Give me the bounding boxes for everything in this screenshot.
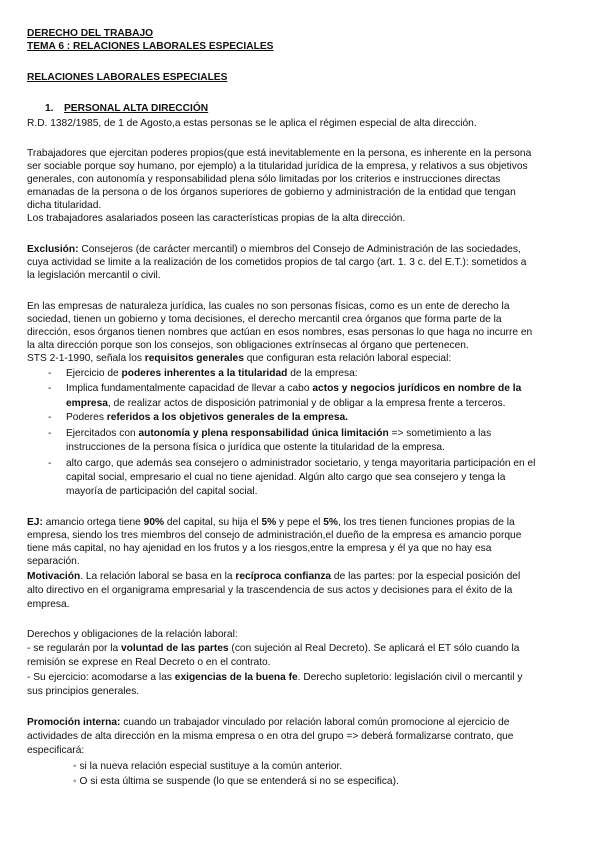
list-item: alto cargo, que además sea consejero o administrador societario, y tenga mayoritaria participación en el	[66, 458, 536, 469]
subsection-title: PERSONAL ALTA DIRECCIÓN	[64, 103, 209, 114]
exclusion-label: Exclusión:	[27, 244, 79, 255]
sts-line: STS 2-1-1990, señala los requisitos generales que configuran esta relación laboral especial:	[27, 353, 452, 364]
list-dash: -	[48, 428, 52, 439]
paragraph-line: Trabajadores que ejercitan poderes propios(que está inevitablemente en la persona, es inherente en la persona	[27, 148, 532, 159]
paragraph-line: Los trabajadores asalariados poseen las características propias de la alta dirección.	[27, 213, 406, 224]
paragraph-line: separación.	[27, 556, 80, 567]
list-item-continuation: mayoría de participación del capital social.	[66, 486, 258, 497]
derechos-title: Derechos y obligaciones de la relación laboral:	[27, 629, 238, 640]
requisitos-generales: requisitos generales	[144, 353, 244, 364]
promocion-option: ◦ O si esta última se suspende (lo que se entenderá si no se especifica).	[73, 776, 399, 787]
motivacion-label: Motivación	[27, 571, 81, 582]
paragraph-line: actividades de alta dirección en la misma empresa o en otra del grupo => deberá formalizarse contrato, que	[27, 731, 514, 742]
section-title: RELACIONES LABORALES ESPECIALES	[27, 72, 228, 83]
course-title: DERECHO DEL TRABAJO	[27, 28, 154, 39]
paragraph-line: empresa.	[27, 599, 70, 610]
list-item: Poderes referidos a los objetivos generales de la empresa.	[66, 412, 348, 423]
paragraph-line: cuya actividad se limite a la realización de los cometidos propios de tal cargo (art. 1. 3 c. del E.T.): sometidos a	[27, 257, 527, 268]
paragraph-line: generales, con autonomía y responsabilidad plena sólo limitadas por los criterios e instrucciones directas	[27, 174, 501, 185]
paragraph-line: remisión se exprese en Real Decreto o en el contrato.	[27, 657, 271, 668]
example-label: EJ:	[27, 517, 43, 528]
promocion-option: ◦ si la nueva relación especial sustituye a la común anterior.	[73, 761, 343, 772]
paragraph-line: emanadas de la persona o de los órganos superiores de gobierno y administración de la entidad que tengan	[27, 187, 516, 198]
document-page: DERECHO DEL TRABAJO TEMA 6 : RELACIONES LABORALES ESPECIALES RELACIONES LABORALES ESPECIALES 1. PERSONAL ALTA DIRECCIÓN R.D. 1382/1985, de 1 de Agosto,a estas personas se le aplica el régimen especial de alta dirección. Trabajadores que ejercitan poderes propios(que está inevitablemente en la persona, es inherente en la persona ser sociable porque soy humano, por ejemplo) a la titularidad jurídica de la empresa, y relativos a sus objetivos generales, con autonomía y responsabilidad plena sólo limitadas por los criterios e instrucciones directas emanadas de la persona o de los órganos superiores de gobierno y administración de la entidad que tengan dicha titularidad. Los trabajadores asalariados poseen las características propias de la alta dirección. Exclusión: Consejeros (de carácter mercantil) o miembros del Consejo de Administración de las sociedades, cuya actividad se limite a la realización de los cometidos propios de tal cargo (art. 1. 3 c. del E.T.): sometidos a la legislación mercantil o civil. En las empresas de naturaleza jurídica, las cuales no son personas físicas, como es un ente de derecho la sociedad, tienen un gobierno y toma decisiones, el derecho mercantil crea órganos que forma parte de la dirección, esos órganos tienen nombres que actúan en esos nombres, esas personas lo que haga no incurre en la alta dirección porque son los consejos, son obligaciones extrínsecas al órgano que pertenecen. STS 2-1-1990, señala los requisitos generales que configuran esta relación laboral especial: - Ejercicio de poderes inherentes a la titularidad de la empresa: - Implica fundamentalmente capacidad de llevar a cabo actos y negocios jurídicos en nombre de la empresa, de realizar actos de disposición patrimonial y de obligar a la empresa frente a terceros. - Poderes referidos a los objetivos generales de la empresa. - Ejercitados con autonomía y plena responsabilidad única limitación => sometimiento a las instrucciones de la persona física o jurídica que ostente la titularidad de la empresa. - alto cargo, que además sea consejero o administrador societario, y tenga mayoritaria participación en el capital social, empresario el cual no tiene ajenidad. Algún alto cargo que sea consejero y tenga la mayoría de participación del capital social. EJ: amancio ortega tiene 90% del capital, su hija el 5% y pepe el 5%, los tres tienen funciones propias de la empresa, siendo los tres miembros del consejo de administración,el dueño de la empresa es amancio porque tiene más capital, no hay ajenidad en los frutos y a los riesgos,entre la empresa y él ya que no hay esa separación. Motivación. La relación laboral se basa en la recíproca confianza de las partes: por la especial posición del alto directivo en el organigrama empresarial y la trascendencia de sus actos y decisiones para el éxito de la empresa. Derechos y obligaciones de la relación laboral: - se regularán por la voluntad de las partes (con sujeción al Real Decreto). Se aplicará el ET sólo cuando la remisión se exprese en Real Decreto o en el contrato. - Su ejercicio: acomodarse a las exigencias de la buena fe. Derecho supletorio: legislación civil o mercantil y sus principios generales. Promoción interna: cuando un trabajador vinculado por relación laboral común promocione al ejercicio de actividades de alta dirección en la misma empresa o en otra del grupo => deberá formalizarse contrato, que especificará: ◦ si la nueva relación especial sustituye a la común anterior. ◦ O si esta última se suspende (lo que se entenderá si no se especifica).	[27, 28, 536, 787]
paragraph-line: especificará:	[27, 745, 85, 756]
promocion-label: Promoción interna:	[27, 717, 121, 728]
exclusion-text: Consejeros (de carácter mercantil) o miembros del Consejo de Administración de las sociedades,	[78, 244, 521, 255]
list-item-continuation: capital social, empresario el cual no tiene ajenidad. Algún alto cargo que sea consejero y tenga la	[66, 472, 506, 483]
paragraph-line: la legislación mercantil o civil.	[27, 270, 161, 281]
paragraph-line: sociedad, tienen un gobierno y toma decisiones, el derecho mercantil crea órganos que forma parte de la	[27, 314, 502, 325]
list-item-continuation: empresa, de realizar actos de disposición patrimonial y de obligar a la empresa frente a terceros.	[66, 398, 506, 409]
paragraph-line: alto directivo en el organigrama empresarial y la trascendencia de sus actos y decisiones para el éxito de la	[27, 585, 513, 596]
paragraph-line: En las empresas de naturaleza jurídica, las cuales no son personas físicas, como es un ente de derecho la	[27, 301, 510, 312]
paragraph-line: ser sociable porque soy humano, por ejemplo) a la titularidad jurídica de la empresa, y relativos a sus objetivos	[27, 161, 528, 172]
paragraph-line: empresa, siendo los tres miembros del consejo de administración,el dueño de la empresa es amancio porque	[27, 530, 522, 541]
list-item-continuation: instrucciones de la persona física o jurídica que ostente la titularidad de la empresa.	[66, 442, 445, 453]
paragraph-line: la alta dirección porque son los consejos, son obligaciones extrínsecas al órgano que pertenecen.	[27, 340, 469, 351]
topic-title: TEMA 6 : RELACIONES LABORALES ESPECIALES	[27, 41, 274, 52]
list-dash: -	[48, 383, 52, 394]
rd-reference: R.D. 1382/1985, de 1 de Agosto,a estas personas se le aplica el régimen especial de alta dirección.	[27, 118, 477, 129]
list-dash: -	[48, 458, 52, 469]
list-item: Ejercicio de poderes inherentes a la titularidad de la empresa:	[66, 368, 358, 379]
paragraph-line: sus principios generales.	[27, 686, 140, 697]
subsection-number: 1.	[45, 103, 54, 114]
paragraph-line: dirección, esos órganos tienen nombres que actúan en esos nombres, esas personas lo que haga no incurre en	[27, 327, 533, 338]
list-item: Implica fundamentalmente capacidad de llevar a cabo actos y negocios jurídicos en nombre de la	[66, 383, 522, 394]
paragraph-line: dicha titularidad.	[27, 200, 102, 211]
paragraph-line: tiene más capital, no hay ajenidad en los frutos y a los riesgos,entre la empresa y él ya que no hay esa	[27, 543, 492, 554]
list-item: Ejercitados con autonomía y plena responsabilidad única limitación => sometimiento a las	[66, 428, 492, 439]
list-dash: -	[48, 368, 52, 379]
list-dash: -	[48, 412, 52, 423]
